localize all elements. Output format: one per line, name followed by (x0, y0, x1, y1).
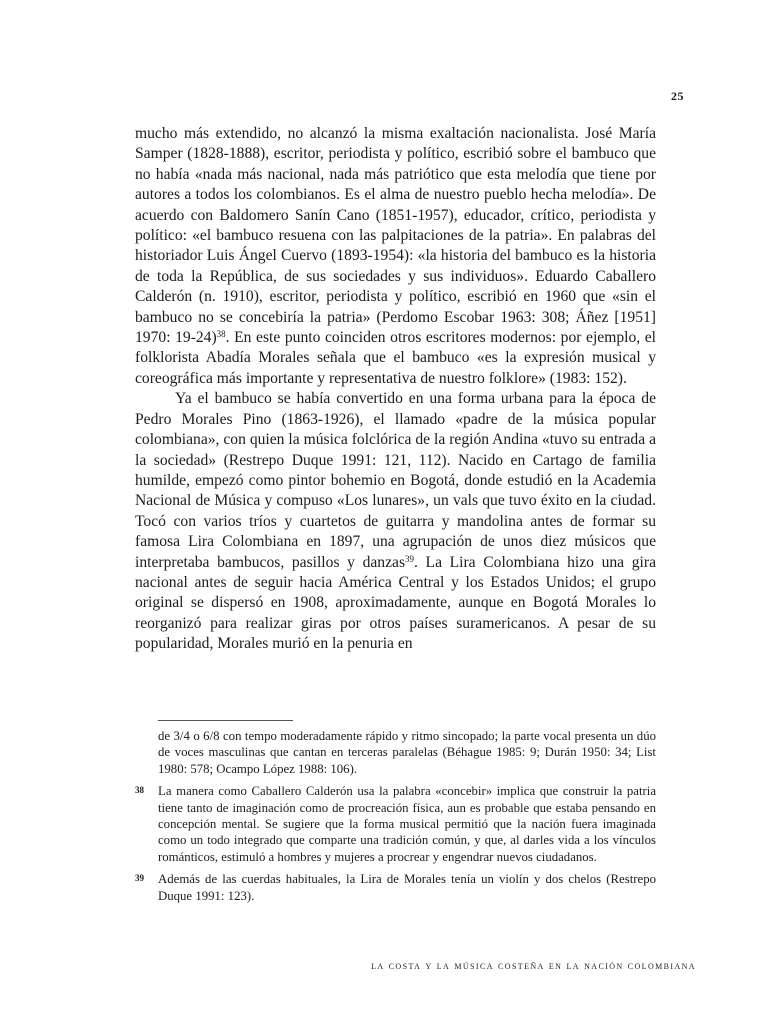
paragraph-2 (135, 389, 656, 654)
body-text (135, 124, 656, 655)
paragraph-text: mucho más extendido, no alcanzó la misma exaltación nacionalista. José María Samper (1828-1888), escritor, periodista y político, escribió sobre el bambuco que no había «nada más nacional, nada más patriótico que esta melodía que tiene por autores a todos los colombianos. Es el alma de nuestro pueblo hecha melodía». De acuerdo con Baldomero Sanín Cano (1851-1957), educador, crítico, periodista y político: «el bambuco resuena con las palpitaciones de la patria». En palabras del historiador Luis Ángel Cuervo (1893-1954): «la historia del bambuco es la historia de toda la República, de sus sociedades y sus individuos». Eduardo Caballero Calderón (n. 1910), escritor, periodista y político, escribió en 1960 que «sin el bambuco no se concebiría la patria» (Perdomo Escobar 1963: 308; Áñez [1951] 1970: 19-24) (135, 125, 656, 347)
footnote-continuation (135, 728, 656, 777)
page-number: 25 (671, 89, 684, 103)
running-footer: la costa y la música costeña en la nación colombiana (371, 960, 696, 972)
footnote-39 (135, 871, 656, 904)
footnotes (135, 728, 656, 910)
footnote-number (135, 728, 158, 777)
footnote-text: Además de las cuerdas habituales, la Lira de Morales tenía un violín y dos chelos (Restrepo Duque 1991: 123). (158, 872, 656, 903)
paragraph-text: . En este punto coinciden otros escritores modernos: por ejemplo, el folklorista Abadía Morales señala que el bambuco «es la expresión musical y coreográfica más importante y representativa de nuestro folklore» (1983: 152). (135, 329, 656, 387)
paragraph-text: Ya el bambuco se había convertido en una forma urbana para la época de Pedro Morales Pino (1863-1926), el llamado «padre de la música popular colombiana», con quien la música folclórica de la región Andina «tuvo su entrada a la sociedad» (Restrepo Duque 1991: 121, 112). Nacido en Cartago de familia humilde, empezó como pintor bohemio en Bogotá, donde estudió en la Academia Nacional de Música y compuso «Los lunares», un vals que tuvo éxito en la ciudad. Tocó con varios tríos y cuartetos de guitarra y mandolina antes de formar su famosa Lira Colombiana en 1897, una agrupación de unos diez músicos que interpretaba bambucos, pasillos y danzas (135, 390, 656, 571)
footnote-ref-38[interactable]: 38 (216, 329, 226, 340)
footnote-divider (158, 720, 293, 721)
footnote-text: La manera como Caballero Calderón usa la palabra «concebir» implica que construir la patria tiene tanto de imaginación como de procreación física, aun es probable que estaba pensando en concepción mental. Se sugiere que la forma musical permitió que la nación fuera imaginada como un todo integrado que comparte una tradición común, y que, al darles vida a los vínculos románticos, estimuló a hombres y mujeres a procrear y engendrar nuevos ciudadanos. (158, 784, 656, 864)
footnote-number: 39 (135, 873, 144, 884)
paragraph-text: . La Lira Colombiana hizo una gira nacional antes de seguir hacia América Central y los Estados Unidos; el grupo original se dispersó en 1908, aproximadamente, aunque en Bogotá Morales lo reorganizó para realizar giras por otros países suramericanos. A pesar de su popularidad, Morales murió en la penuria en (135, 553, 656, 653)
paragraph-1 (135, 124, 656, 389)
footnote-number: 38 (135, 785, 144, 796)
footnote-text: de 3/4 o 6/8 con tempo moderadamente rápido y ritmo sincopado; la parte vocal presenta un dúo de voces masculinas que cantan en terceras paralelas (Béhague 1985: 9; Durán 1950: 34; List 1980: 578; Ocampo López 1988: 106). (158, 729, 656, 776)
footnote-ref-39[interactable]: 39 (405, 553, 415, 564)
footnote-38 (135, 783, 656, 865)
